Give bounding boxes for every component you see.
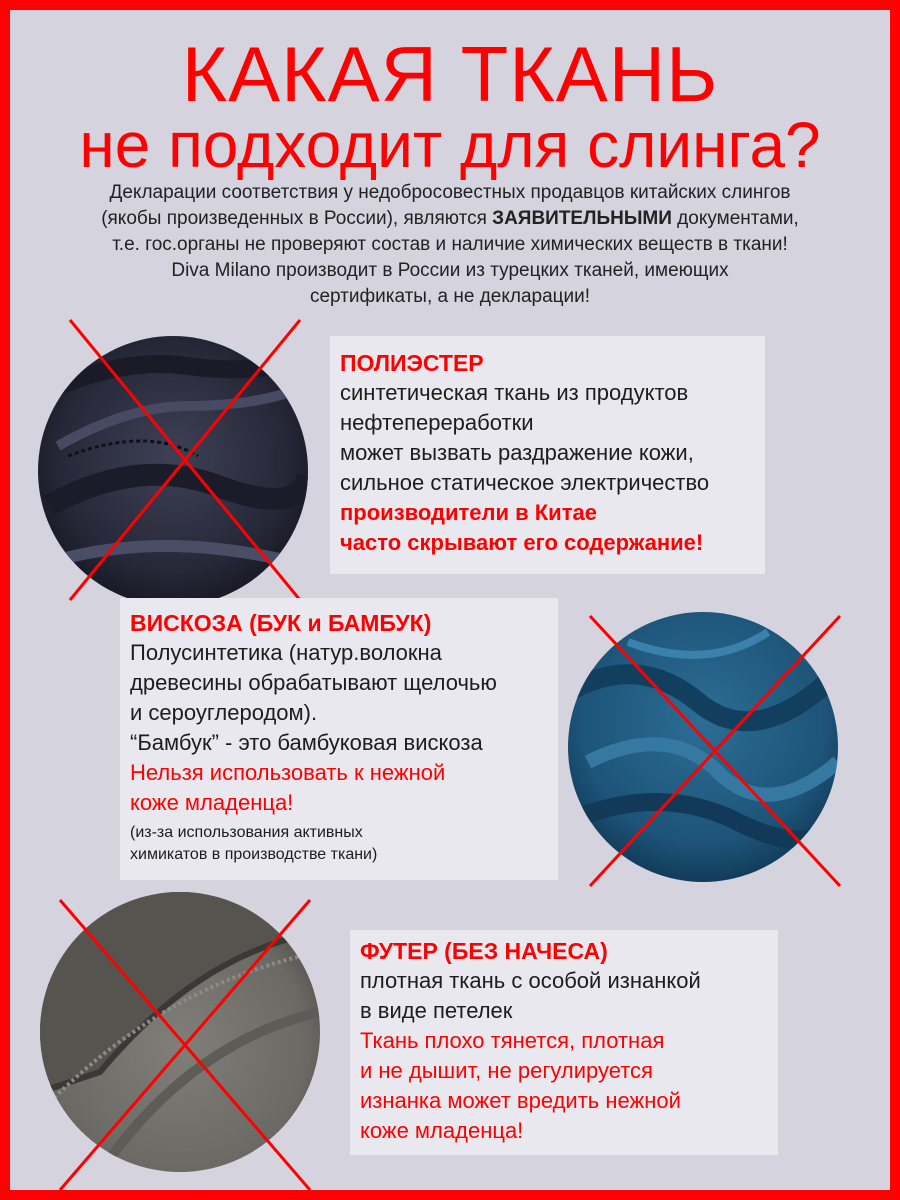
polyester-line: нефтепереработки: [340, 410, 534, 435]
viscose-note: (из-за использования активных: [130, 824, 363, 841]
polyester-warning: часто скрывают его содержание!: [340, 530, 704, 555]
intro-bold-word: ЗАЯВИТЕЛЬНЫМИ: [492, 208, 672, 229]
viscose-card: [120, 598, 558, 880]
intro-text: [20, 180, 880, 310]
viscose-line: Полусинтетика (натур.волокна: [130, 640, 442, 665]
viscose-warning: Нельзя использовать к нежной: [130, 760, 446, 785]
viscose-heading: ВИСКОЗА (БУК и БАМБУК): [130, 610, 432, 636]
futer-warning: коже младенца!: [360, 1118, 524, 1143]
futer-cross-icon: [30, 890, 330, 1200]
polyester-card: [330, 336, 765, 574]
intro-line-5: сертификаты, а не декларации!: [309, 286, 591, 307]
polyester-heading: ПОЛИЭСТЕР: [340, 350, 484, 376]
intro-line-2b: документами,: [671, 208, 799, 229]
viscose-warning: коже младенца!: [130, 790, 294, 815]
polyester-line: может вызвать раздражение кожи,: [340, 440, 694, 465]
intro-line-4: Diva Milano производит в России из турецких тканей, имеющих: [171, 260, 729, 281]
futer-warning: и не дышит, не регулируется: [360, 1058, 653, 1083]
futer-line: в виде петелек: [360, 998, 513, 1023]
viscose-note: химикатов в производстве ткани): [130, 846, 378, 863]
polyester-line: сильное статическое электричество: [340, 470, 710, 495]
title-line-2: не подходит для слинга?: [79, 109, 821, 181]
polyester-cross-icon: [10, 310, 330, 610]
intro-line-1: Декларации соответствия у недобросовестных продавцов китайских слингов: [109, 182, 791, 203]
intro-line-3: т.е. гос.органы не проверяют состав и наличие химических веществ в ткани!: [112, 234, 788, 255]
viscose-line: древесины обрабатывают щелочью: [130, 670, 497, 695]
intro-line-2: [20, 206, 880, 232]
polyester-warning: производители в Китае: [340, 500, 597, 525]
futer-warning: Ткань плохо тянется, плотная: [360, 1028, 665, 1053]
polyester-line: синтетическая ткань из продуктов: [340, 380, 689, 405]
viscose-line: и сероуглеродом).: [130, 700, 318, 725]
futer-card: [350, 930, 778, 1155]
viscose-cross-icon: [570, 606, 860, 896]
futer-heading: ФУТЕР (БЕЗ НАЧЕСА): [360, 938, 608, 964]
futer-line: плотная ткань с особой изнанкой: [360, 968, 701, 993]
intro-line-2a: (якобы произведенных в России), являются: [101, 208, 493, 229]
viscose-line: “Бамбук” - это бамбуковая вискоза: [130, 730, 483, 755]
futer-warning: изнанка может вредить нежной: [360, 1088, 681, 1113]
title-line-1: КАКАЯ ТКАНЬ: [181, 30, 719, 118]
